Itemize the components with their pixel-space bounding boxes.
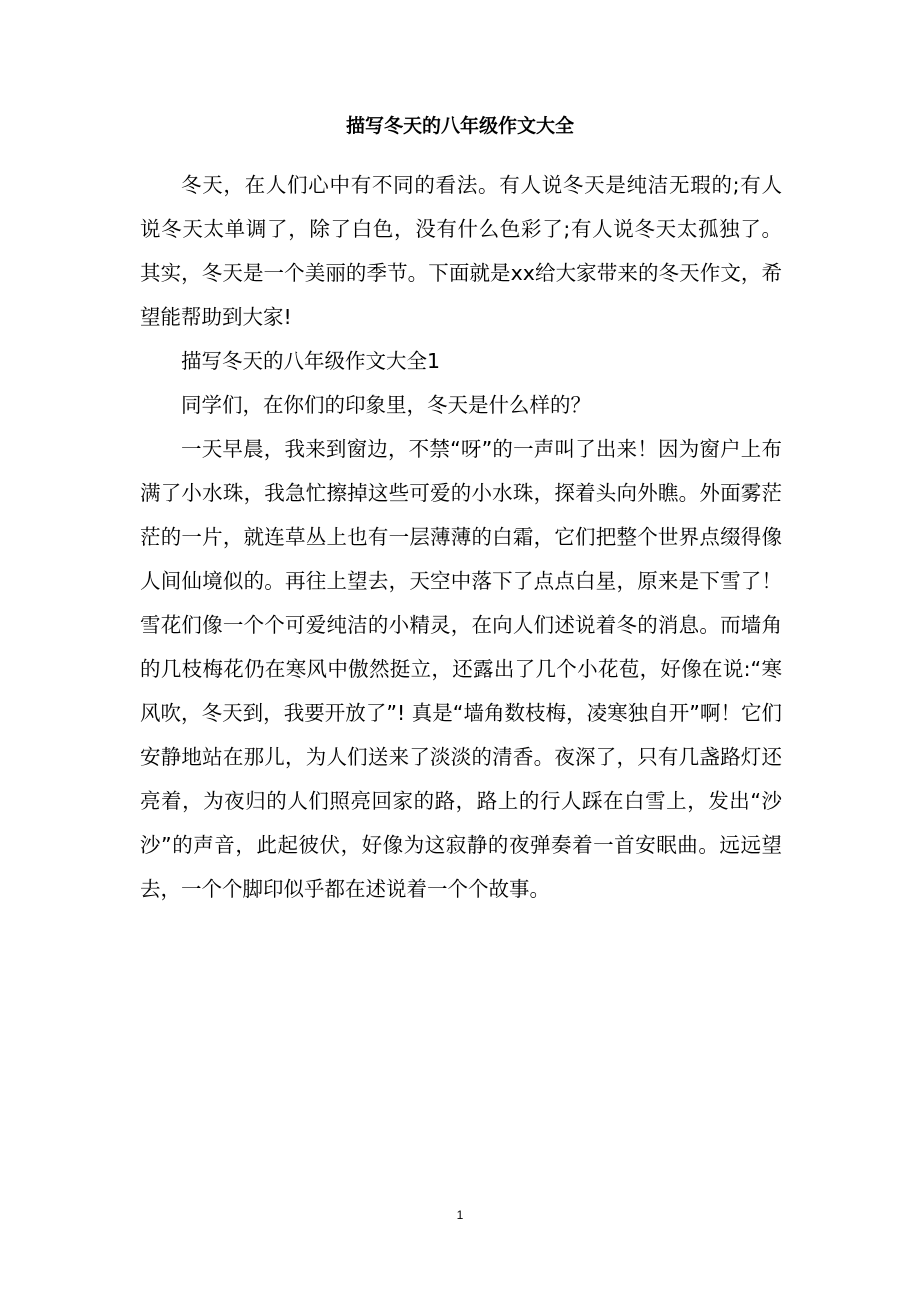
essay-paragraph: 一天早晨，我来到窗边，不禁“呀”的一声叫了出来！因为窗户上布满了小水珠，我急忙擦掉这些可爱的小水珠，探着头向外瞧。外面雾茫茫的一片，就连草丛上也有一层薄薄的白霜，它们把整个世界点缀得像人间仙境似的。再往上望去，天空中落下了点点白星，原来是下雪了！雪花们像一个个可爱纯洁的小精灵，在向人们述说着冬的消息。而墙角的几枝梅花仍在寒风中傲然挺立，还露出了几个小花苞，好像在说:“寒风吹，冬天到，我要开放了”! 真是“墙角数枝梅，凌寒独自开”啊！它们安静地站在那儿，为人们送来了淡淡的清香。夜深了，只有几盏路灯还亮着，为夜归的人们照亮回家的路，路上的行人踩在白雪上，发出“沙沙”的声音，此起彼伏，好像为这寂静的夜弹奏着一首安眠曲。远远望去，一个个脚印似乎都在述说着一个个故事。 [140, 437, 782, 901]
document-body [140, 163, 782, 911]
section-heading: 描写冬天的八年级作文大全1 [181, 349, 441, 373]
intro-paragraph: 冬天，在人们心中有不同的看法。有人说冬天是纯洁无瑕的;有人说冬天太单调了，除了白色，没有什么色彩了;有人说冬天太孤独了。其实，冬天是一个美丽的季节。下面就是xx给大家带来的冬天作文，希望能帮助到大家! [140, 173, 782, 329]
document-title: 描写冬天的八年级作文大全 [345, 115, 574, 137]
page-number: 1 [456, 1208, 464, 1222]
question-paragraph: 同学们，在你们的印象里，冬天是什么样的？ [181, 393, 591, 417]
